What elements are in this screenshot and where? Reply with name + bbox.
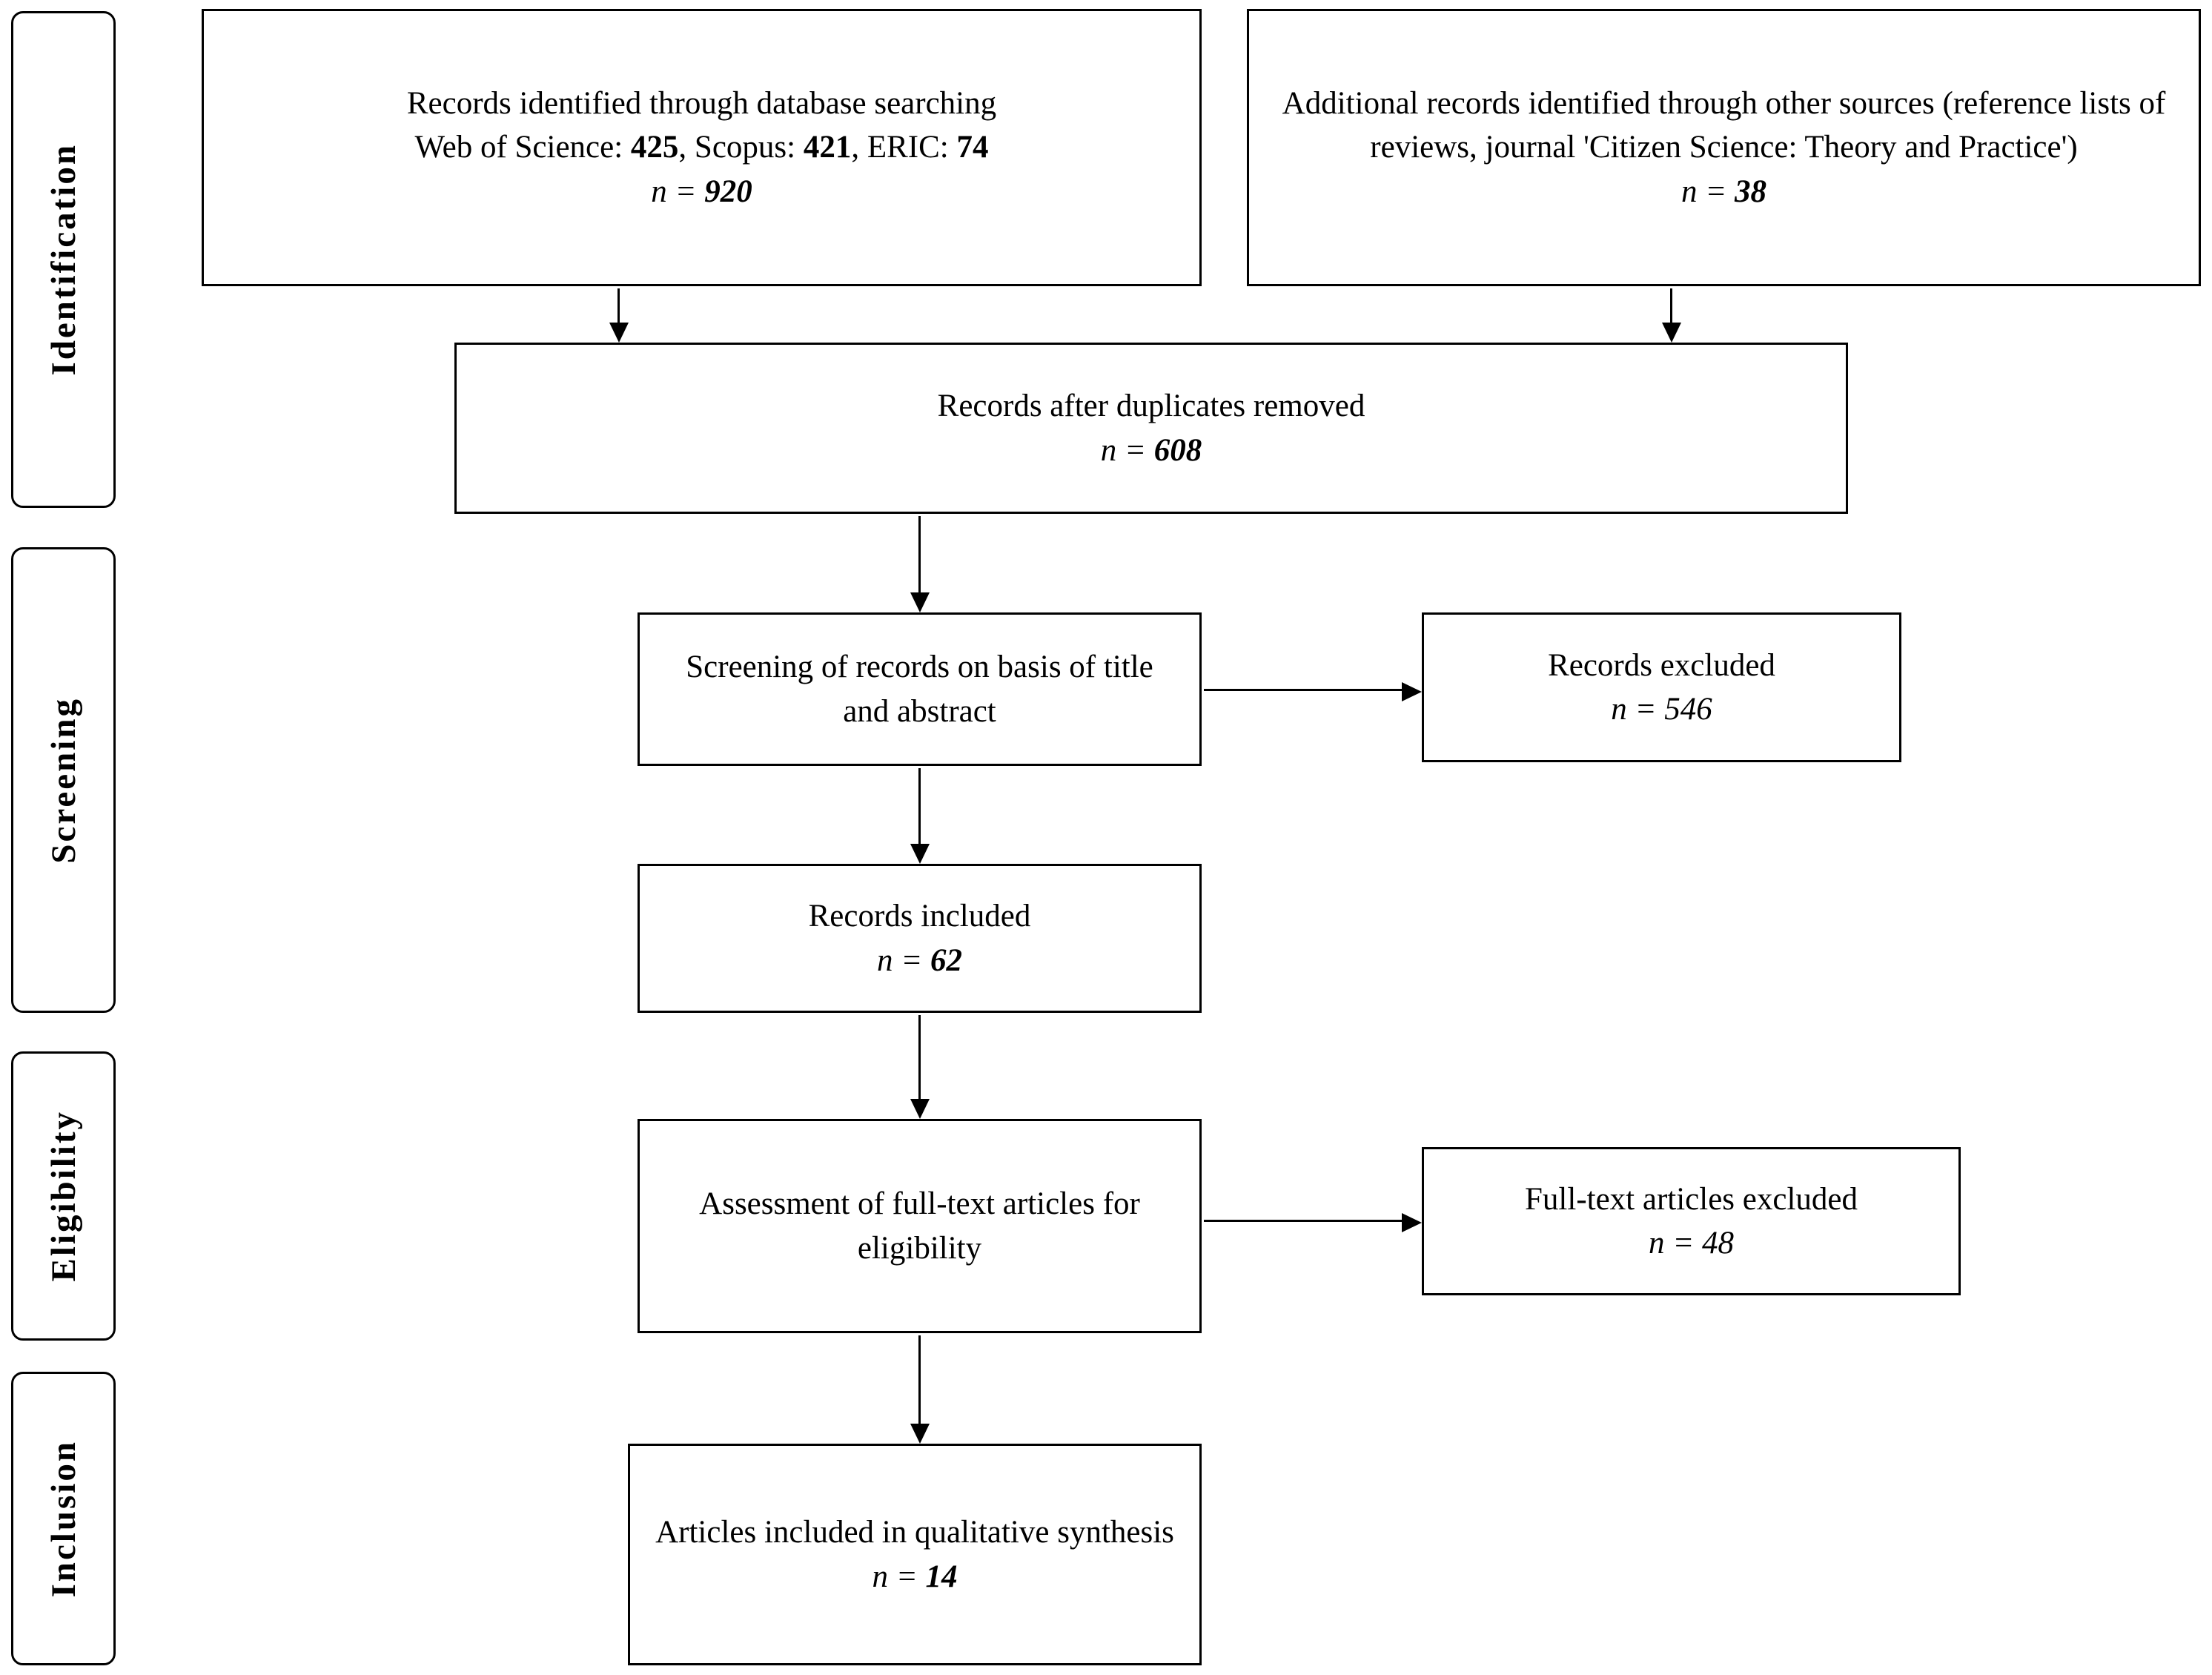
n-prefix: n = [876,942,931,978]
stage-screening-text: Screening [44,696,83,864]
box-records-excluded [1422,612,1901,762]
arrow-database-to-duplicates [617,288,620,323]
box-fulltext-excluded [1422,1147,1961,1295]
box-qualitative-text: Articles included in qualitative synthesis [655,1515,1174,1550]
source-eric-label: , ERIC: [851,130,957,165]
arrow-screening-to-included [918,768,921,844]
arrow-additional-to-duplicates [1670,288,1672,323]
n-prefix: n = [1680,174,1735,209]
n-value: 38 [1735,174,1767,209]
box-records-excluded-text: Records excluded [1548,647,1775,683]
box-records-excluded-n [1611,687,1712,731]
n-value: 920 [704,174,752,209]
box-screening-text: Screening of records on basis of title and abstract [686,650,1153,729]
source-eric-value: 74 [956,130,989,165]
stage-label-identification [11,11,116,508]
n-value: 546 [1664,692,1712,727]
box-fulltext-assessment [638,1119,1202,1333]
arrow-duplicates-to-screening [918,516,921,592]
box-duplicates-removed [454,343,1848,514]
box-database-n [651,170,752,214]
n-value: 608 [1153,432,1202,468]
box-qualitative-n [872,1555,957,1599]
arrow-assessment-to-fulltext-excluded [1204,1220,1402,1222]
box-fulltext-excluded-text: Full-text articles excluded [1525,1181,1858,1217]
stage-eligibility-text: Eligibility [44,1110,83,1282]
box-duplicates-n [1101,429,1202,472]
source-scopus-value: 421 [803,130,852,165]
n-prefix: n = [1611,692,1665,727]
box-additional-n [1681,170,1766,214]
stage-inclusion-text: Inclusion [44,1439,83,1598]
box-qualitative-synthesis [628,1444,1202,1665]
stage-label-screening [11,547,116,1013]
box-additional-sources [1247,9,2201,286]
box-database-search [202,9,1202,286]
n-prefix: n = [872,1559,926,1594]
source-scopus-label: , Scopus: [678,130,804,165]
box-records-included-n [877,939,962,982]
box-database-title: Records identified through database searching [406,86,997,121]
n-prefix: n = [1648,1226,1703,1261]
arrow-included-to-assessment [918,1015,921,1099]
arrow-screening-to-excluded [1204,689,1402,691]
box-records-included [638,864,1202,1013]
box-additional-text: Additional records identified through other sources (reference lists of reviews, journal 'Citizen Science: Theory and Practice') [1282,86,2166,165]
stage-label-inclusion [11,1372,116,1665]
n-prefix: n = [651,174,705,209]
source-web-of-science-label: Web of Science: [414,130,631,165]
n-value: 14 [925,1559,958,1594]
stage-identification-text: Identification [44,143,83,376]
n-prefix: n = [1100,432,1154,468]
box-fulltext-assessment-text: Assessment of full-text articles for eligibility [699,1186,1140,1266]
box-records-included-text: Records included [808,899,1031,934]
n-value: 62 [930,942,963,978]
box-screening-records [638,612,1202,766]
source-web-of-science-value: 425 [630,130,679,165]
box-fulltext-excluded-n [1649,1221,1734,1265]
n-value: 48 [1702,1226,1735,1261]
stage-label-eligibility [11,1051,116,1341]
box-duplicates-text: Records after duplicates removed [937,389,1365,424]
box-database-sources [414,125,988,169]
arrow-assessment-to-qualitative [918,1335,921,1424]
